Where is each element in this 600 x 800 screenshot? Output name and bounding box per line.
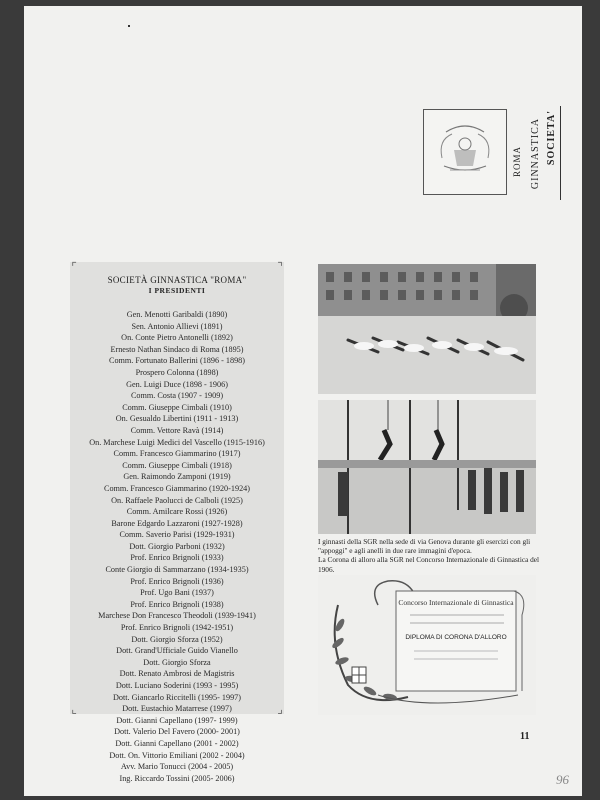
photo-caption: [318, 537, 540, 574]
president-entry: Gen. Raimondo Zamponi (1919): [123, 472, 231, 482]
vertical-society-title: [508, 106, 562, 200]
caption-line-1: I ginnasti della SGR nella sede di via Genova durante gli esercizi con gli "appoggi" e agli anelli in due rare immagini d'epoca.: [318, 537, 531, 556]
vertical-title-line-2: GINNASTICA: [530, 118, 541, 190]
president-entry: Marchese Don Francesco Theodoli (1939-1941): [98, 611, 256, 621]
president-entry: Prof. Enrico Brignoli (1942-1951): [120, 623, 234, 633]
vertical-rule: [560, 106, 561, 200]
president-entry: Comm. Francesco Giammarino (1917): [113, 449, 241, 459]
president-entry: Dott. Luciano Soderini (1993 - 1995): [115, 681, 239, 690]
president-entry: Dott. On. Vittorio Emiliani (2002 - 2004): [109, 750, 245, 760]
president-entry: Comm. Costa (1907 - 1909): [130, 391, 224, 401]
president-entry: Dott. Giorgio Parboni (1932): [129, 541, 225, 551]
president-entry: Dott. Eustachio Matarrese (1997): [122, 704, 232, 714]
president-entry: Comm. Francesco Giammarino (1920-1924): [104, 483, 250, 493]
presidents-panel: [70, 260, 284, 783]
president-entry: Dott. Valerio Del Favero (2000- 2001): [114, 727, 240, 737]
page-number: 11: [520, 731, 530, 742]
page: [24, 6, 582, 796]
vertical-title-line-3: ROMA: [512, 146, 522, 178]
rings-exercise-photo: [318, 400, 536, 534]
president-entry: Dott. Giorgio Sforza: [143, 657, 211, 667]
president-entry: On. Conte Pietro Antonelli (1892): [121, 333, 233, 343]
president-entry: Prospero Colonna (1898): [135, 367, 219, 377]
president-entry: Prof. Enrico Brignoli (1936): [130, 576, 224, 586]
president-entry: Comm. Fortunato Ballerini (1896 - 1898): [109, 356, 245, 366]
president-entry: Prof. Enrico Brignoli (1938): [130, 599, 224, 609]
president-entry: Dott. Gianni Capellano (1997- 1999): [116, 715, 238, 725]
gymnasts-exercise-photo: [318, 264, 536, 394]
president-entry: Gen. Menotti Garibaldi (1890): [126, 310, 228, 319]
presidents-subtitle: I PRESIDENTI: [148, 286, 206, 295]
corner-ornament-icon: ⌜: [71, 260, 77, 274]
handwritten-annotation: 96: [556, 772, 569, 787]
president-entry: Barone Edgardo Lazzaroni (1927-1928): [111, 518, 243, 528]
photo-gymnasts-rings: [318, 400, 536, 534]
diploma-award: DIPLOMA DI CORONA D'ALLORO: [405, 634, 507, 641]
speck: [128, 25, 130, 27]
president-entry: On. Gesualdo Libertini (1911 - 1913): [115, 414, 239, 424]
president-entry: Dott. Gianni Capellano (2001 - 2002): [115, 738, 239, 748]
president-entry: Dott. Grand'Ufficiale Guido Vianello: [116, 646, 238, 656]
caption-line-2: La Corona di alloro alla SGR nel Concorso Internazionale di Ginnastica del 1906.: [318, 555, 540, 574]
president-entry: Sen. Antonio Allievi (1891): [131, 321, 223, 331]
president-entry: Comm. Vettore Ravà (1914): [130, 425, 224, 435]
president-entry: Dott. Giancarlo Riccitelli (1995- 1997): [112, 692, 241, 702]
president-entry: Ing. Riccardo Tossini (2005- 2006): [119, 773, 235, 783]
president-entry: On. Marchese Luigi Medici del Vascello (1915-1916): [89, 437, 265, 447]
president-entry: Ernesto Nathan Sindaco di Roma (1895): [110, 344, 244, 354]
president-entry: Gen. Luigi Duce (1898 - 1906): [126, 379, 228, 389]
president-entry: Comm. Giuseppe Cimbali (1918): [122, 460, 232, 470]
president-entry: Conte Giorgio di Sammarzano (1934-1935): [105, 565, 249, 575]
president-entry: Comm. Saverio Parisi (1929-1931): [119, 530, 235, 540]
presidents-title: SOCIETÀ GINNASTICA "ROMA": [107, 275, 247, 285]
president-entry: Prof. Enrico Brignoli (1933): [130, 553, 224, 563]
president-entry: Dott. Renato Ambrosi de Magistris: [119, 669, 235, 679]
diploma-image: [318, 575, 536, 715]
society-emblem-icon: [424, 110, 506, 194]
corner-ornament-icon: ⌞: [71, 702, 77, 716]
diploma-heading: Concorso Internazionale di Ginnastica: [398, 598, 514, 607]
president-entry: Avv. Mario Tonucci (2004 - 2005): [120, 762, 234, 772]
corner-ornament-icon: ⌟: [277, 702, 283, 716]
logo-emblem: [423, 109, 507, 195]
photo-gymnasts-parallel-bars: [318, 264, 536, 394]
president-entry: Prof. Ugo Bani (1937): [140, 588, 214, 598]
president-entry: Dott. Giorgio Sforza (1952): [131, 634, 223, 644]
presidents-list: [70, 309, 284, 784]
president-entry: Comm. Giuseppe Cimbali (1910): [122, 402, 232, 412]
president-entry: On. Raffaele Paolucci de Calboli (1925): [111, 495, 243, 505]
president-entry: Comm. Amilcare Rossi (1926): [126, 507, 228, 517]
corner-ornament-icon: ⌝: [277, 260, 283, 274]
laurel-diploma-illustration: [318, 575, 536, 715]
vertical-title-line-1: SOCIETA': [546, 110, 557, 166]
